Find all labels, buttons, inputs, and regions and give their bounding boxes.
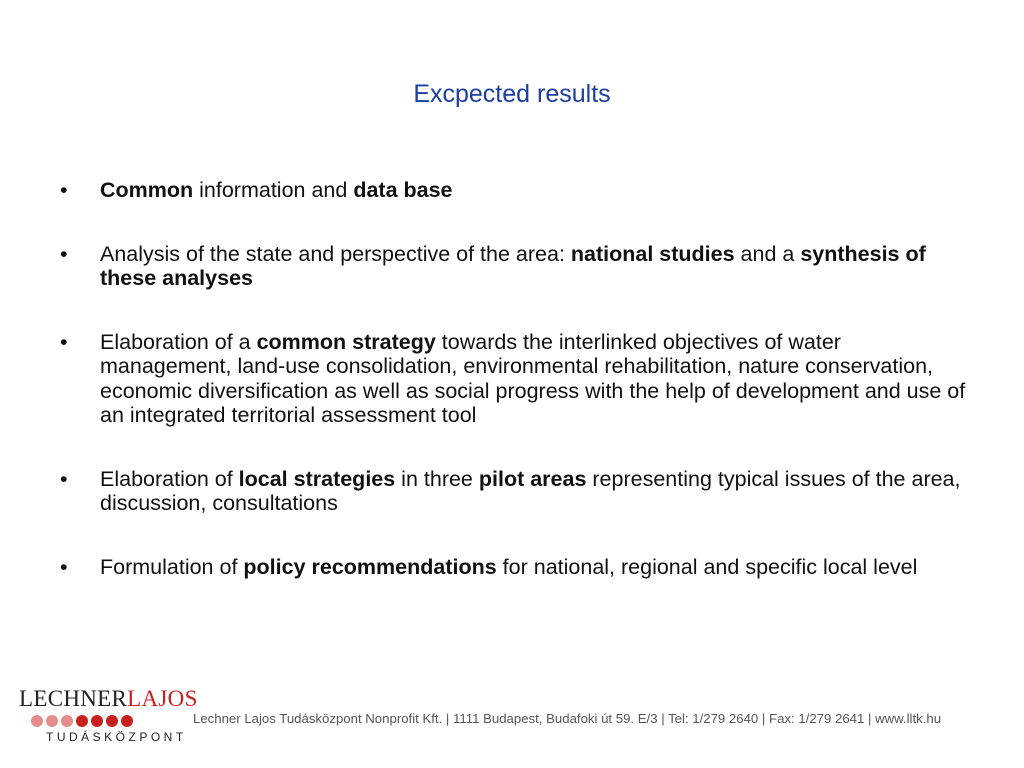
bullet-text: Elaboration of: [100, 466, 239, 491]
bullet-bold-text: synthesis of these analyses: [100, 241, 926, 290]
bullet-item: [60, 242, 970, 291]
logo-dot: [31, 715, 43, 727]
footer-contact-text: Lechner Lajos Tudásközpont Nonprofit Kft. | 1111 Budapest, Budafoki út 59. E/3 | Tel: 1/279 2640 | Fax: 1/279 2641 | www.lltk.hu: [193, 711, 942, 726]
logo-dot: [106, 715, 118, 727]
bullet-text: Analysis of the state and perspective of the area:: [100, 241, 571, 266]
slide-title: Excpected results: [413, 80, 611, 108]
bullet-marker: •: [60, 329, 68, 354]
bullet-bold-text: data base: [353, 178, 453, 202]
logo-wordmark: [19, 686, 198, 711]
bullet-text: Elaboration of a: [100, 329, 257, 354]
bullet-item: [60, 178, 970, 203]
logo-dot: [121, 715, 133, 727]
lechner-lajos-logo: [19, 686, 198, 749]
bullet-item: [60, 555, 970, 580]
bullet-text: and a: [734, 241, 801, 266]
bullet-text: towards the interlinked objectives of water management, land-use consolidation, environmental rehabilitation, nature conservation, economic diversification as well as social progress with the help of development and use of an integrated territorial assessment tool: [100, 329, 966, 427]
bullet-bold-text: local strategies: [238, 466, 396, 491]
bullet-bold-text: policy recommendations: [243, 554, 497, 579]
bullet-text: representing typical issues of the area, discussion, consultations: [100, 466, 961, 515]
bullet-bold-text: national studies: [570, 241, 735, 266]
bullet-text: Formulation of: [100, 554, 244, 579]
logo-word-lajos: LAJOS: [127, 686, 198, 711]
bullet-marker: •: [60, 554, 68, 579]
logo-dot: [91, 715, 103, 727]
bullet-bold-text: pilot areas: [478, 466, 587, 491]
logo-dot: [76, 715, 88, 727]
footer: [0, 680, 1024, 760]
bullet-item: [60, 467, 970, 516]
bullet-list: [60, 178, 970, 618]
bullet-marker: •: [60, 178, 68, 202]
logo-dot: [61, 715, 73, 727]
bullet-marker: •: [60, 466, 68, 491]
bullet-text: for national, regional and specific local level: [496, 554, 918, 579]
bullet-text: in three: [395, 466, 479, 491]
logo-dots: [31, 715, 189, 727]
logo-subtitle: TUDÁSKÖZPONT: [46, 730, 187, 744]
bullet-item: [60, 330, 970, 428]
logo-dot: [46, 715, 58, 727]
bullet-marker: •: [60, 241, 68, 266]
logo-word-lechner: LECHNER: [19, 686, 128, 711]
bullet-bold-text: Common: [100, 178, 194, 202]
bullet-bold-text: common strategy: [256, 329, 436, 354]
bullet-text: information and: [193, 178, 354, 202]
